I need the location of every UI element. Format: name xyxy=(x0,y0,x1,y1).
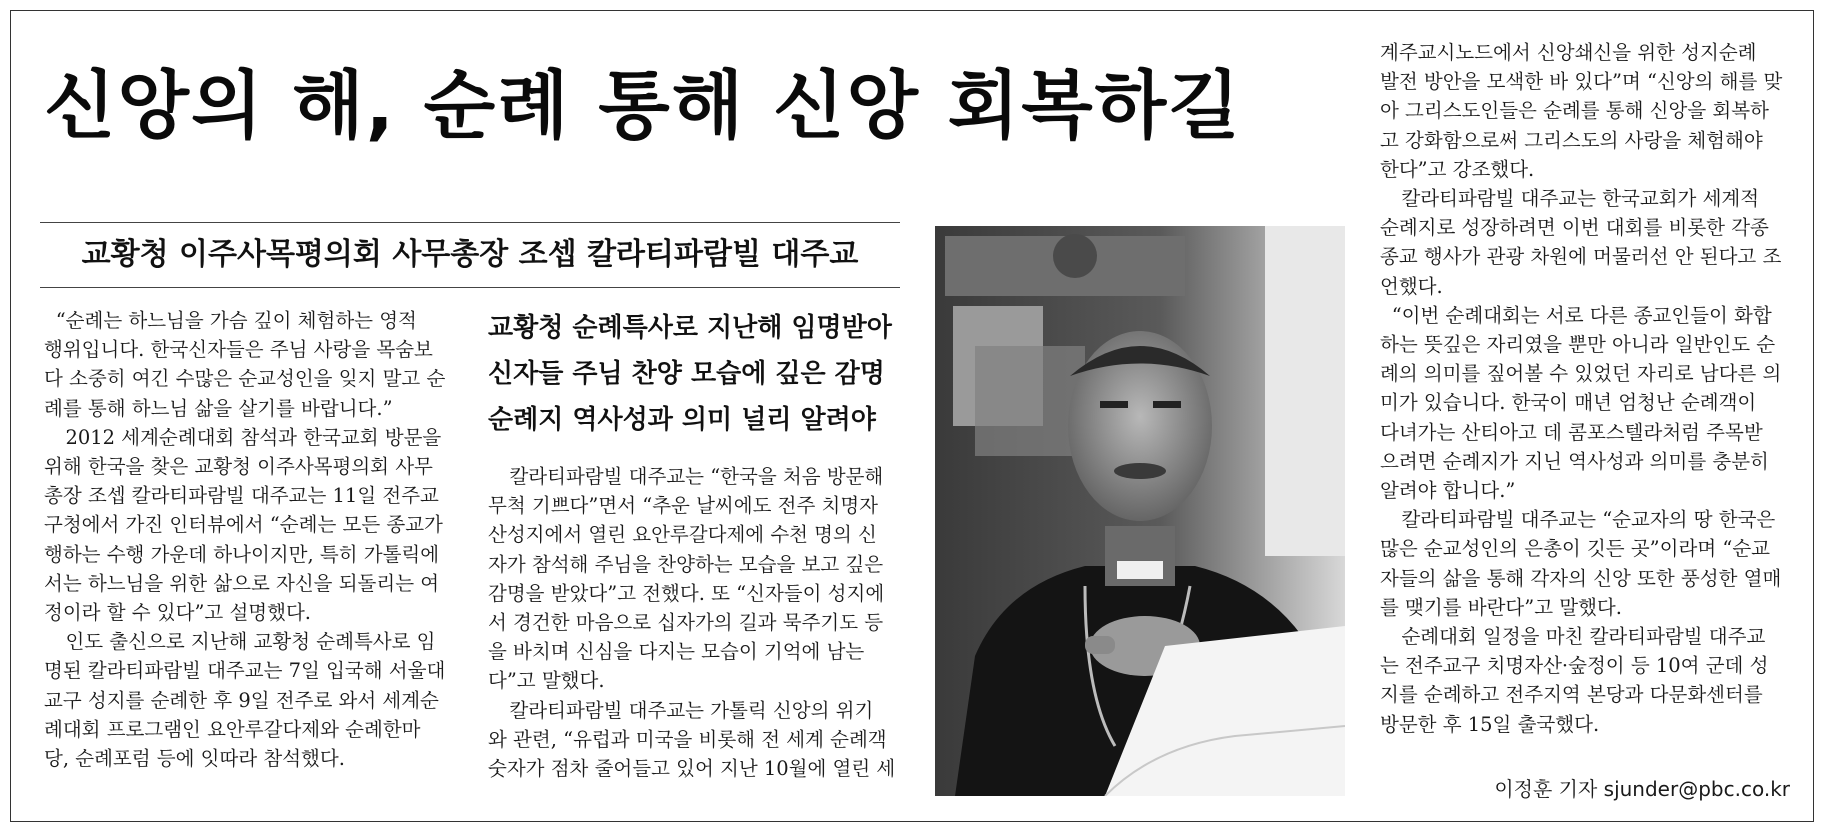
paragraph-line: 자들의 삶을 통해 각자의 신앙 또한 풍성한 열매 xyxy=(1380,566,1782,590)
paragraph-line: 서는 하느님을 위한 삶으로 자신을 되돌리는 여 xyxy=(44,571,440,595)
paragraph-line: 많은 순교성인의 은총이 깃든 곳”이라며 “순교 xyxy=(1380,537,1770,561)
paragraph-line: 미가 있습니다. 한국이 매년 엄청난 순례객이 xyxy=(1380,391,1757,415)
deck-line: 순례지 역사성과 의미 널리 알려야 xyxy=(488,405,876,435)
paragraph-line: 을 바치며 신심을 다지는 모습이 기억에 남는 xyxy=(488,640,865,664)
paragraph-line: 다”고 말했다. xyxy=(488,669,605,693)
paragraph-line: 순례지로 성장하려면 이번 대회를 비롯한 각종 xyxy=(1380,216,1769,240)
paragraph-line: 다녀가는 산티아고 데 콤포스텔라처럼 주목받 xyxy=(1380,420,1763,444)
paragraph-line: “이번 순례대회는 서로 다른 종교인들이 화합 xyxy=(1391,303,1772,327)
paragraph-line: 감명을 받았다”고 전했다. 또 “신자들이 성지에 xyxy=(488,581,885,605)
subtitle: 교황청 이주사목평의회 사무총장 조셉 칼라티파람빌 대주교 xyxy=(81,237,859,272)
paragraph-line: 종교 행사가 관광 차원에 머물러선 안 된다고 조 xyxy=(1380,245,1782,269)
paragraph-line: 지를 순례하고 전주지역 본당과 다문화센터를 xyxy=(1380,683,1763,707)
paragraph-line: 행위입니다. 한국신자들은 주님 사랑을 목숨보 xyxy=(44,338,433,362)
paragraph-line: 무척 기쁘다”면서 “추운 날씨에도 전주 치명자 xyxy=(488,494,878,518)
paragraph-line: 는 전주교구 치명자산·숲정이 등 10여 군데 성 xyxy=(1380,654,1769,678)
paragraph-line: 당, 순례포럼 등에 잇따라 참석했다. xyxy=(44,747,345,771)
paragraph-line: 으려면 순례지가 지닌 역사성과 의미를 충분히 xyxy=(1380,449,1769,473)
paragraph-line: 례의 의미를 짚어볼 수 있었던 자리로 남다른 의 xyxy=(1380,362,1782,386)
paragraph-line: 례를 통해 하느님 삶을 살기를 바랍니다.” xyxy=(44,396,393,420)
paragraph-line: 아 그리스도인들은 순례를 통해 신앙을 회복하 xyxy=(1380,99,1769,123)
paragraph-line: 다 소중히 여긴 수많은 순교성인을 잊지 말고 순 xyxy=(44,367,446,391)
deck-line: 교황청 순례특사로 지난해 임명받아 xyxy=(488,313,892,343)
paragraph-line: 를 맺기를 바란다”고 말했다. xyxy=(1380,595,1622,619)
paragraph-line: 정이라 할 수 있다”고 설명했다. xyxy=(44,601,312,625)
paragraph-line: “순례는 하느님을 가슴 깊이 체험하는 영적 xyxy=(55,309,417,332)
headline: 신앙의 해, 순례 통해 신앙 회복하길 xyxy=(44,63,1242,149)
paragraph-line: 산성지에서 열린 요안루갈다제에 수천 명의 신 xyxy=(488,523,877,547)
paragraph-line: 언했다. xyxy=(1380,274,1443,298)
paragraph-line: 구청에서 가진 인터뷰에서 “순례는 모든 종교가 xyxy=(44,513,443,537)
paragraph-line: 발전 방안을 모색한 바 있다”며 “신앙의 해를 맞 xyxy=(1380,70,1783,94)
paragraph-line: 칼라티파람빌 대주교는 “한국을 처음 방문해 xyxy=(509,465,884,488)
body-column-2 xyxy=(488,462,904,783)
byline: 이정훈 기자 sjunder@pbc.co.kr xyxy=(1494,777,1790,801)
paragraph-line: 자가 참석해 주님을 찬양하는 모습을 보고 깊은 xyxy=(488,552,884,576)
paragraph-line: 인도 출신으로 지난해 교황청 순례특사로 임 xyxy=(65,630,436,654)
subtitle-rule-bottom xyxy=(40,287,900,288)
paragraph-line: 한다”고 강조했다. xyxy=(1380,157,1535,181)
paragraph-line: 와 관련, “유럽과 미국을 비롯해 전 세계 순례객 xyxy=(488,727,887,751)
paragraph-line: 알려야 합니다.” xyxy=(1380,479,1516,503)
paragraph-line: 고 강화함으로써 그리스도의 사랑을 체험해야 xyxy=(1380,128,1763,152)
paragraph-line: 하는 뜻깊은 자리였을 뿐만 아니라 일반인도 순 xyxy=(1380,333,1776,357)
paragraph-line: 칼라티파람빌 대주교는 “순교자의 땅 한국은 xyxy=(1401,508,1776,532)
paragraph-line: 숫자가 점차 줄어들고 있어 지난 10월에 열린 세 xyxy=(488,757,896,781)
paragraph-line: 칼라티파람빌 대주교는 한국교회가 세계적 xyxy=(1401,187,1760,211)
paragraph-line: 계주교시노드에서 신앙쇄신을 위한 성지순례 xyxy=(1380,41,1757,64)
deck-line: 신자들 주님 찬양 모습에 깊은 감명 xyxy=(488,359,885,389)
body-column-3 xyxy=(1380,38,1792,739)
paragraph-line: 서 경건한 마음으로 십자가의 길과 묵주기도 등 xyxy=(488,611,884,635)
paragraph-line: 교구 성지를 순례한 후 9일 전주로 와서 세계순 xyxy=(44,688,439,712)
portrait-image xyxy=(935,226,1345,796)
archbishop-photo xyxy=(935,226,1345,796)
body-column-1 xyxy=(44,306,462,773)
paragraph-line: 위해 한국을 찾은 교황청 이주사목평의회 사무 xyxy=(44,455,433,479)
paragraph-line: 총장 조셉 칼라티파람빌 대주교는 11일 전주교 xyxy=(44,484,439,508)
paragraph-line: 칼라티파람빌 대주교는 가톨릭 신앙의 위기 xyxy=(509,698,874,722)
paragraph-line: 순례대회 일정을 마친 칼라티파람빌 대주교 xyxy=(1401,625,1766,649)
paragraph-line: 명된 칼라티파람빌 대주교는 7일 입국해 서울대 xyxy=(44,659,446,683)
paragraph-line: 방문한 후 15일 출국했다. xyxy=(1380,712,1600,736)
paragraph-line: 행하는 수행 가운데 하나이지만, 특히 가톨릭에 xyxy=(44,542,440,566)
paragraph-line: 2012 세계순례대회 참석과 한국교회 방문을 xyxy=(65,425,442,449)
paragraph-line: 례대회 프로그램인 요안루갈다제와 순례한마 xyxy=(44,717,421,741)
subtitle-rule-top xyxy=(40,222,900,223)
deck-headline xyxy=(488,305,908,443)
